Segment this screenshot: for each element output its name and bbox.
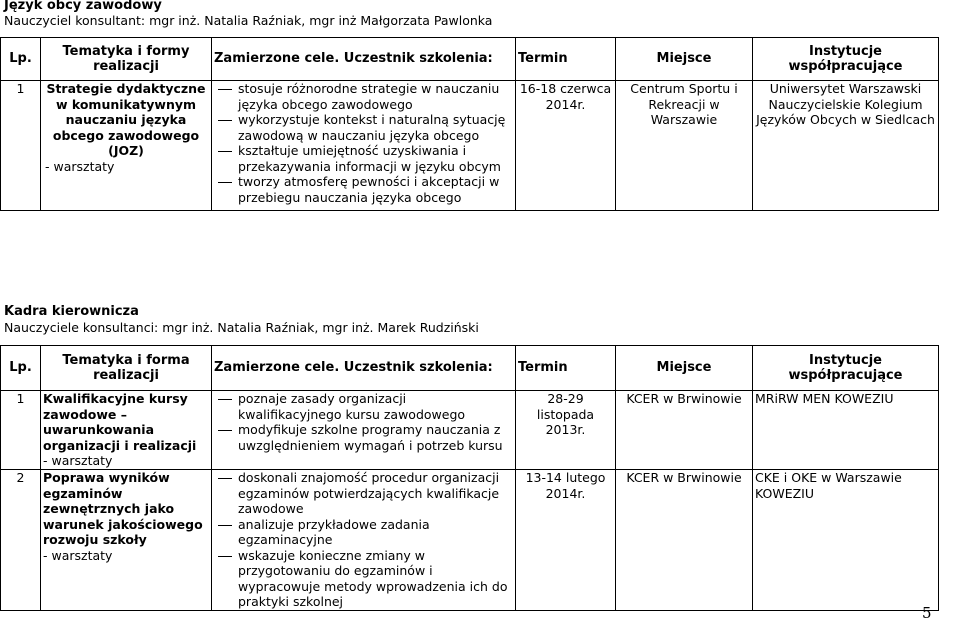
header-topic: Tematyka i formy realizacji bbox=[41, 38, 212, 81]
row-topic bbox=[41, 470, 212, 611]
row-goals bbox=[212, 470, 516, 611]
header-place: Miejsce bbox=[616, 346, 753, 391]
section2-title: Kadra kierownicza bbox=[4, 304, 139, 319]
goal-item: analizuje przykładowe zadania egzaminacyjne bbox=[214, 517, 513, 548]
header-partners: Instytucje współpracujące bbox=[753, 38, 939, 81]
page-number: 5 bbox=[922, 604, 932, 622]
topic-title: Poprawa wyników egzaminów zewnętrznych jako warunek jakościowego rozwoju szkoły bbox=[43, 470, 203, 547]
row-lp: 2 bbox=[1, 470, 41, 611]
section1-subtitle: Nauczyciel konsultant: mgr inż. Natalia Raźniak, mgr inż Małgorzata Pawlonka bbox=[4, 13, 493, 28]
row-topic bbox=[41, 81, 212, 211]
topic-form: - warsztaty bbox=[43, 453, 113, 468]
row-topic bbox=[41, 391, 212, 470]
header-goals: Zamierzone cele. Uczestnik szkolenia: bbox=[212, 38, 516, 81]
header-lp: Lp. bbox=[1, 38, 41, 81]
header-place: Miejsce bbox=[616, 38, 753, 81]
topic-title: Kwalifikacyjne kursy zawodowe – uwarunkowania organizacji i realizacji bbox=[43, 391, 197, 453]
topic-form: - warsztaty bbox=[43, 547, 113, 563]
goal-item: stosuje różnorodne strategie w nauczaniu języka obcego zawodowego bbox=[214, 81, 513, 112]
row-lp: 1 bbox=[1, 81, 41, 211]
row-lp: 1 bbox=[1, 391, 41, 470]
header-lp: Lp. bbox=[1, 346, 41, 391]
row-partners: Uniwersytet Warszawski Nauczycielskie Kolegium Języków Obcych w Siedlcach bbox=[753, 81, 939, 211]
header-date: Termin bbox=[516, 38, 616, 81]
topic-title: Strategie dydaktyczne w komunikatywnym nauczaniu języka obcego zawodowego (JOZ) bbox=[46, 81, 206, 158]
goal-item: tworzy atmosferę pewności i akceptacji w przebiegu nauczania języka obcego bbox=[214, 174, 513, 205]
goal-item: wskazuje konieczne zmiany w przygotowaniu do egzaminów i wypracowuje metody wprowadzenia ich do praktyki szkolnej bbox=[214, 548, 513, 610]
row-place: KCER w Brwinowie bbox=[616, 391, 753, 470]
row-date: 28-29 listopada 2013r. bbox=[516, 391, 616, 470]
header-date: Termin bbox=[516, 346, 616, 391]
goal-item: modyfikuje szkolne programy nauczania z uwzględnieniem wymagań i potrzeb kursu bbox=[214, 422, 513, 453]
section2-table bbox=[0, 345, 939, 611]
row-date: 16-18 czerwca 2014r. bbox=[516, 81, 616, 211]
row-goals bbox=[212, 391, 516, 470]
goal-item: wykorzystuje kontekst i naturalną sytuację zawodową w nauczaniu języka obcego bbox=[214, 112, 513, 143]
header-partners: Instytucje współpracujące bbox=[753, 346, 939, 391]
goal-item: kształtuje umiejętność uzyskiwania i przekazywania informacji w języku obcym bbox=[214, 143, 513, 174]
goal-item: poznaje zasady organizacji kwalifikacyjnego kursu zawodowego bbox=[214, 391, 513, 422]
section2-subtitle: Nauczyciele konsultanci: mgr inż. Natalia Raźniak, mgr inż. Marek Rudziński bbox=[4, 320, 479, 335]
topic-form: - warsztaty bbox=[45, 158, 115, 174]
row-place: Centrum Sportu i Rekreacji w Warszawie bbox=[616, 81, 753, 211]
row-partners: CKE i OKE w Warszawie KOWEZIU bbox=[753, 470, 939, 611]
header-goals: Zamierzone cele. Uczestnik szkolenia: bbox=[212, 346, 516, 391]
row-goals bbox=[212, 81, 516, 211]
section1-table bbox=[0, 37, 939, 211]
row-place: KCER w Brwinowie bbox=[616, 470, 753, 611]
goal-item: doskonali znajomość procedur organizacji egzaminów potwierdzających kwalifikacje zawodowe bbox=[214, 470, 513, 517]
section1-title: Język obcy zawodowy bbox=[4, 0, 162, 13]
row-partners: MRiRW MEN KOWEZIU bbox=[753, 391, 939, 470]
header-topic: Tematyka i forma realizacji bbox=[41, 346, 212, 391]
row-date: 13-14 lutego 2014r. bbox=[516, 470, 616, 611]
